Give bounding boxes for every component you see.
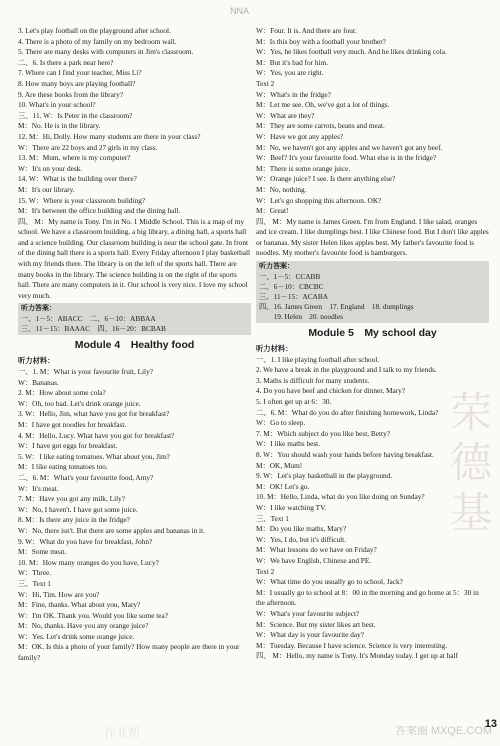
text-line: W：It's meat. [18,483,59,493]
text-line: W：Beef? It's your favourite food. What else is in the fridge? [256,153,437,163]
text-line: 三、Text 1 [256,513,289,523]
text-line: W：I like watching TV. [256,502,327,512]
answer-heading: 听力答案： [259,263,294,271]
text-line: M：It's our library. [18,184,75,194]
text-line: W：What's in the fridge? [256,89,331,99]
text-line: W：What are they? [256,110,315,120]
text-line: M：Is this boy with a football your brother? [256,36,386,46]
text-line: 4. There is a photo of my family on my bedroom wall. [18,36,177,46]
section-heading: 听力材料： [18,356,55,366]
text-line: W：No, there isn't. But there are some apples and bananas in it. [18,525,205,535]
text-line: 4. Do you have beef and chicken for dinner, Mary? [256,386,406,396]
text-line: 13. M：Mum, where is my computer? [18,153,131,163]
text-line: 四、 M：Hello, my name is Tony. It's Monday today. I get up at half [256,651,458,661]
section-heading: 听力材料： [256,344,293,354]
page-number: 13 [484,718,497,731]
text-line: M：They are some carrots, beans and meat. [256,121,385,131]
text-line: 二、6. M：What's your favourite food, Amy? [18,472,154,482]
answer-line: 一、1－5：CCABB [259,272,321,282]
answer-heading: 听力答案： [21,305,56,313]
text-line: W：There are 22 boys and 27 girls in my class. [18,142,158,152]
text-line: M：Fine, thanks. What about you, Mary? [18,600,141,610]
text-line: W：I have got eggs for breakfast. [18,441,118,451]
text-line: W：We have English, Chinese and PE. [256,555,372,565]
watermark-char: 荣 [449,388,492,437]
text-line: 2. We have a break in the playground and I talk to my friends. [256,365,437,375]
text-line: W：I'm OK. Thank you. Would you like some tea? [18,610,169,620]
text-line: M：No. He is in the library. [18,121,101,131]
text-line: W：What time do you usually go to school, Jack? [256,577,403,587]
text-line: M：Some meat. [18,547,67,557]
text-line: M：OK, Mum! [256,460,303,470]
text-line: M：I usually go to school at 8：00 in the morning and go home at 5：30 in the afternoon. [256,587,479,608]
handwritten-mark: NNA [230,6,250,16]
answer-line: 二、6－10：CBCBC [259,282,324,292]
text-line: W：Three. [18,568,52,578]
answer-box [18,303,251,335]
text-line: 5. There are many desks with computers in Jim's classroom. [18,47,194,57]
text-line: W：Four. It is. And there are four. [256,26,357,35]
text-line: 3. Let's play football on the playground after school. [18,26,171,35]
watermark-char: 基 [449,488,492,537]
text-line: W：Let's go shopping this afternoon. OK? [256,195,382,205]
text-line: M：I like eating tomatoes too. [18,462,108,472]
text-line: W：I like maths best. [256,439,321,449]
right-column [256,26,489,662]
answer-line: 四、16. James Green 17. England 18. dumplings [259,302,414,312]
text-line: 10. What's in your school? [18,100,96,110]
text-line: 四、 M：My name is James Green. I'm from England. I like salad, oranges and ice cream. I like dumplings best. I like Chinese food. But I don't like apples or bananas. My sister Helen likes apples best. My father's favourite food is noodles. My mother's favourite food is hamburgers. [256,216,489,258]
text-line: 14. W：What is the building over there? [18,174,137,184]
watermark-char: 德 [449,438,492,487]
text-line: W：Hi, Tim. How are you? [18,589,100,599]
text-line: W：Have we got any apples? [256,131,344,141]
text-line: 一、1. M：What is your favourite fruit, Lily? [18,367,153,377]
text-line: 9. Are these books from the library? [18,89,124,99]
text-line: M：It's between the office building and the dining hall. [18,206,181,216]
text-line: 4. M：Hello, Lucy. What have you got for breakfast? [18,430,175,440]
module-title: Module 4 Healthy food [74,339,195,352]
left-column [18,26,251,664]
text-line: M：OK! Let's go. [256,481,310,491]
text-line: 7. M：Which subject do you like best, Betty? [256,428,390,438]
text-line: 3. Maths is difficult for many students. [256,375,370,385]
text-line: 二、6. Is there a park near here? [18,57,114,67]
text-line: 15. W：Where is your classroom building? [18,195,146,205]
text-line: 三、Text 1 [18,578,51,588]
text-line: M：Let me see. Oh, we've got a lot of things. [256,100,390,110]
answer-line: 19. Helen 20. noodles [259,312,343,322]
answer-line: 一、1－5：ABACC 二、6－10：ABBAA [21,314,156,324]
text-line: M：No, thanks. Have you any orange juice? [18,621,149,631]
text-line: 12. M：Hi, Dolly. How many students are there in your class? [18,131,201,141]
text-line: M：No, we haven't got any apples and we haven't got any beef. [256,142,443,152]
text-line: 二、6. M：What do you do after finishing homework, Linda? [256,407,439,417]
text-line: W：Go to sleep. [256,418,306,428]
text-line: M：I have got noodles for breakfast. [18,420,127,429]
text-line: Text 2 [256,566,275,576]
text-line: M：Science. But my sister likes art best. [256,619,376,629]
text-line: W：Yes, he likes football very much. And he likes drinking cola. [256,47,447,57]
text-line: W：Oh, too bad. Let's drink orange juice. [18,398,141,408]
answer-box [256,261,489,323]
answer-line: 三、11－15：BAAAC 四、16－20：BCBAB [21,324,166,334]
text-line: M：OK. Is this a photo of your family? How many people are there in your family? [18,642,240,663]
text-line: 10. M：Hello, Linda, what do you like doing on Sunday? [256,492,425,502]
text-line: 9. W：What do you have for breakfast, John? [18,536,153,546]
text-line: W：What day is your favourite day? [256,630,364,640]
text-line: M：There is some orange juice. [256,163,351,173]
text-line: 8. W：You should wash your hands before having breakfast. [256,450,434,459]
text-line: 8. How many boys are playing football? [18,78,136,88]
text-line: W：It's on your desk. [18,163,83,173]
text-line: M：Do you like maths, Mary? [256,524,347,534]
text-line: W：Yes, you are right. [256,68,324,78]
text-line: W：Orange juice? I see. Is there anything else? [256,174,396,184]
text-line: 5. I often get up at 6：30. [256,397,332,407]
text-line: 7. M：Have you got any milk, Lily? [18,494,126,504]
text-line: M：Tuesday. Because I have science. Science is very interesting. [256,640,448,650]
text-line: W：Yes. Let's drink some orange juice. [18,631,135,641]
text-line: M：What lessons do we have on Friday? [256,545,377,555]
text-line: 2. M：How about some cola? [18,388,106,398]
watermark-footer: 答案圈 MXQE.COM [394,726,492,737]
text-line: 5. W：I like eating tomatoes. What about you, Jim? [18,451,170,461]
text-line: 三、11. W：Is Peter in the classroom? [18,110,133,120]
text-line: M：But it's bad for him. [256,57,329,67]
answer-line: 三、11－15：ACABA [259,292,329,302]
text-line: W：Yes, I do, but it's difficult. [256,534,347,544]
text-line: W：Bananas. [18,377,59,387]
text-line: W：No, I haven't. I have got some juice. [18,504,138,514]
text-line: 10. M：How many oranges do you have, Lucy? [18,557,159,567]
module-title: Module 5 My school day [308,327,437,340]
text-line: 9. W：Let's play basketball in the playground. [256,471,393,481]
text-line: 四、 M：My name is Tony. I'm in No. 1 Middle School. This is a map of my school. We have a classroom building, a big library, a dining hall, a sports hall and a science building. Our classroom building is near the school gate. In front of the dining hall there is a sports hall. Every Friday afternoon I play basketball with my friends there. The library is on the left of the sports hall. There are many books in the library. The science building is on the right of the sports hall. There are many computers in it. Our school is very nice. I love my school very much. [18,216,251,300]
text-line: 7. Where can I find your teacher, Miss Li? [18,68,142,78]
watermark-left: 作业帮 [104,726,141,740]
text-line: W：What's your favourite subject? [256,608,360,618]
text-line: Text 2 [256,78,275,88]
text-line: M：Great! [256,206,289,216]
text-line: 3. W：Hello, Jim, what have you got for breakfast? [18,409,170,419]
text-line: M：No, nothing. [256,184,307,194]
text-line: 8. M：Is there any juice in the fridge? [18,515,130,525]
text-line: 一、1. I like playing football after school. [256,354,380,364]
